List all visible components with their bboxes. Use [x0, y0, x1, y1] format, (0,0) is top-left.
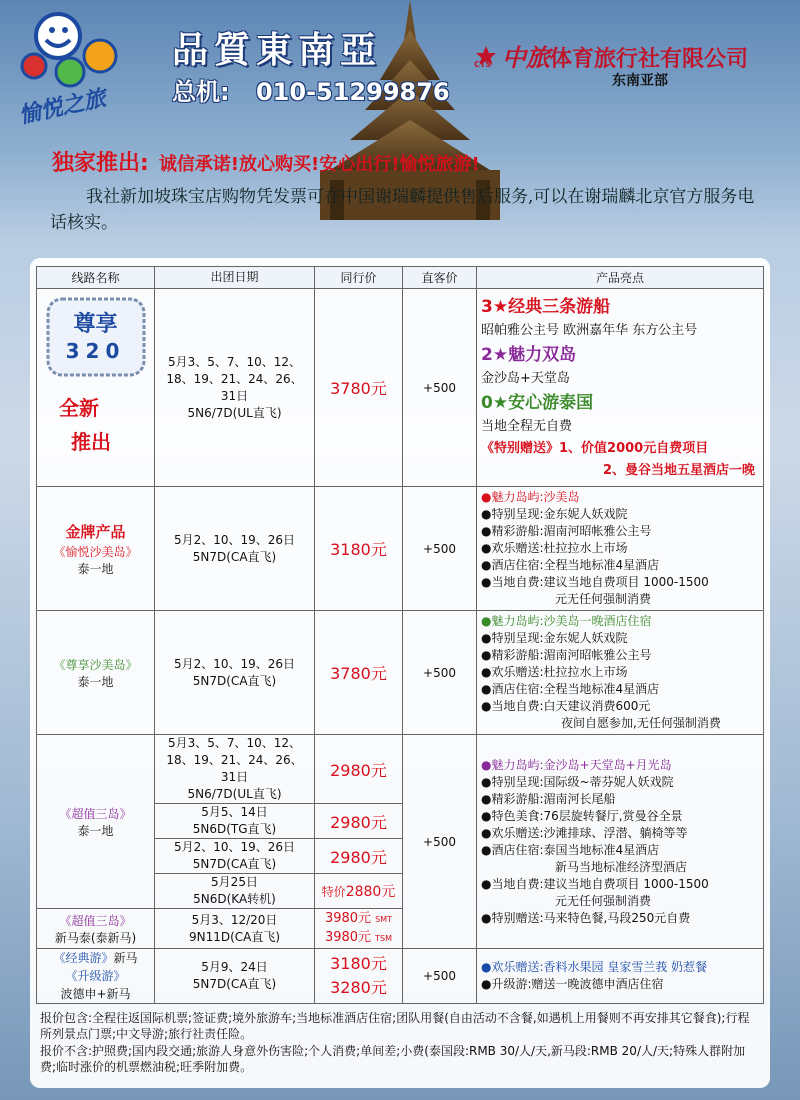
page-title: 品質東南亞	[172, 30, 383, 71]
flight-code: 5N6D(KA转机)	[193, 892, 276, 906]
route-subname: 《超值三岛》	[59, 913, 132, 928]
list-item: ●酒店住宿:泰国当地标准4星酒店	[481, 842, 660, 857]
price-upgrade: 3280元	[330, 978, 387, 997]
date-text: 5月2、10、19、26日	[173, 656, 296, 671]
highlight-text: 金沙岛+天堂岛	[481, 370, 570, 386]
route-subname: 《愉悦沙美岛》	[53, 544, 138, 559]
route-cell	[37, 487, 155, 611]
flight-code: 5N7D(CA直飞)	[192, 857, 277, 871]
list-item: 元无任何强制消费	[555, 893, 652, 908]
date-text: 5月3、5、7、10、12、18、19、21、24、26、31日	[166, 354, 303, 403]
gift-line: 《特别赠送》1、价值2000元自费项目	[481, 440, 709, 456]
highlight-cell	[477, 949, 764, 1004]
flight-code: 5N7D(CA直飞)	[192, 549, 277, 564]
list-item: ●当地自费:建议当地自费项目 1000-1500	[481, 876, 709, 891]
price-cell	[315, 874, 403, 909]
price-cell	[315, 949, 403, 1004]
premium-badge	[44, 295, 148, 379]
badge-bottom-text: 320	[65, 339, 126, 363]
list-item: 元无任何强制消费	[555, 592, 652, 606]
date-text: 5月2、10、19、26日	[173, 532, 296, 547]
header-direct-price: 直客价	[403, 267, 477, 289]
date-cell	[155, 839, 315, 874]
price-cell: 2980元	[315, 804, 403, 839]
list-item: ●当地自费:建议当地自费项目 1000-1500	[481, 575, 709, 589]
price-table	[36, 266, 764, 1004]
exclusive-banner	[52, 146, 480, 177]
date-text: 5月25日	[211, 875, 258, 889]
footer-terms	[40, 1010, 760, 1076]
date-text: 5月9、24日	[201, 960, 268, 974]
table-row	[37, 735, 764, 804]
list-item: ●特别呈现:金东妮人妖戏院	[481, 631, 628, 645]
route-cell	[37, 949, 155, 1004]
service-notice: 我社新加坡珠宝店购物凭发票可在中国谢瑞麟提供售后服务,可以在谢瑞麟北京官方服务电话核实。	[50, 187, 755, 233]
highlight-title: 3★经典三条游船	[481, 296, 611, 317]
list-item: ●升级游:赠送一晚波德申酒店住宿	[481, 977, 664, 991]
flight-code: 5N6/7D(UL直飞)	[187, 787, 282, 801]
special-price: 2880元	[345, 884, 396, 900]
department: 东南亚部	[612, 73, 668, 89]
price-smt: 3980元	[324, 910, 372, 926]
route-subname: 《升级游》	[65, 969, 126, 983]
logo-text: 愉悦之旅	[16, 86, 109, 129]
price-cell	[315, 909, 403, 949]
route-region: 新马	[113, 951, 138, 965]
table-row	[37, 949, 764, 1004]
list-item: ●特别呈现:金东妮人妖戏院	[481, 507, 628, 521]
logo	[8, 6, 138, 129]
list-item: ●魅力岛屿:沙美岛	[481, 490, 580, 504]
cts-badge: CTS	[474, 60, 492, 69]
hotline-number: 010-51299876	[255, 78, 450, 106]
date-cell	[155, 289, 315, 487]
list-item: ●欢乐赠送:香料水果园 皇家雪兰莪 奶惹餐	[481, 960, 708, 974]
direct-cell: +500	[403, 611, 477, 735]
flight-code: 5N7D(CA直飞)	[192, 977, 277, 991]
date-cell	[155, 909, 315, 949]
header-peer-price: 同行价	[315, 267, 403, 289]
price-classic: 3180元	[330, 954, 387, 973]
header-route: 线路名称	[37, 267, 155, 289]
list-item: ●特别赠送:马来特色餐,马段250元自费	[481, 910, 691, 925]
table-row	[37, 487, 764, 611]
route-subname: 《经典游》	[53, 951, 114, 965]
header-date: 出团日期	[155, 267, 315, 289]
list-item: ●当地自费:白天建议消费600元	[481, 699, 651, 713]
highlight-text: 昭帕雅公主号 欧洲嘉年华 东方公主号	[481, 322, 698, 338]
price-tsm: 3980元	[324, 929, 372, 945]
header-highlights: 产品亮点	[477, 267, 764, 289]
price-cell: 3780元	[315, 289, 403, 487]
price-excludes: 报价不含:护照费;国内段交通;旅游人身意外伤害险;个人消费;单间差;小费(泰国段:RMB 30/人/天,新马段:RMB 20/人/天;特殊人群附加费;临时涨价的机票燃油税;旺季附加费。	[40, 1044, 746, 1074]
price-cell: 3780元	[315, 611, 403, 735]
date-cell	[155, 949, 315, 1004]
price-cell: 2980元	[315, 839, 403, 874]
flight-code: 5N7D(CA直飞)	[192, 673, 277, 688]
direct-cell: +500	[403, 949, 477, 1004]
route-subname: 《超值三岛》	[59, 806, 132, 821]
date-text: 5月5、14日	[201, 805, 268, 819]
route-region: 泰一地	[77, 561, 114, 576]
route-cell	[37, 611, 155, 735]
date-cell	[155, 735, 315, 804]
hotline-label: 总机:	[172, 78, 230, 106]
date-text: 5月3、5、7、10、12、18、19、21、24、26、31日	[166, 736, 303, 784]
list-item: ●魅力岛屿:金沙岛+天堂岛+月光岛	[481, 757, 672, 772]
gift-line: 2、曼谷当地五星酒店一晚	[602, 462, 755, 478]
list-item: ●精彩游船:湄南河昭帐雅公主号	[481, 648, 652, 662]
price-tag: SMT	[375, 914, 393, 924]
list-item: ●精彩游船:湄南河昭帐雅公主号	[481, 524, 652, 538]
date-cell	[155, 804, 315, 839]
price-cell: 3180元	[315, 487, 403, 611]
flight-code: 9N11D(CA直飞)	[188, 929, 281, 944]
route-region: 泰一地	[77, 674, 114, 689]
route-cell	[37, 289, 155, 487]
flight-code: 5N6D(TG直飞)	[192, 822, 277, 836]
list-item: 新马当地标准经济型酒店	[555, 859, 688, 874]
hotline	[172, 72, 450, 107]
table-row	[37, 289, 764, 487]
route-subname: 《尊享沙美岛》	[53, 657, 138, 672]
company-name: 中旅体育旅行社有限公司	[502, 44, 749, 72]
list-item: ●酒店住宿:全程当地标准4星酒店	[481, 682, 660, 696]
list-item: ●精彩游船:湄南河长尾船	[481, 791, 616, 806]
highlight-text: 当地全程无自费	[481, 418, 573, 434]
table-row	[37, 611, 764, 735]
highlight-cell	[477, 735, 764, 949]
route-name: 金牌产品	[65, 522, 126, 541]
route-cell	[37, 909, 155, 949]
exclusive-title: 独家推出:	[52, 151, 149, 176]
route-region: 新马泰(泰新马)	[54, 930, 137, 945]
list-item: ●欢乐赠送:杜拉拉水上市场	[481, 541, 628, 555]
highlight-cell	[477, 487, 764, 611]
list-item: ●特别呈现:国际级~蒂芬妮人妖戏院	[481, 774, 674, 789]
date-text: 5月3、12/20日	[191, 912, 278, 927]
date-cell	[155, 611, 315, 735]
date-cell	[155, 487, 315, 611]
flight-code: 5N6/7D(UL直飞)	[187, 405, 282, 420]
highlight-cell	[477, 611, 764, 735]
route-region: 波德申+新马	[60, 987, 131, 1001]
route-region: 泰一地	[77, 823, 114, 838]
badge-top-text: 尊享	[73, 312, 118, 337]
date-text: 5月2、10、19、26日	[173, 840, 296, 854]
highlight-title: 0★安心游泰国	[481, 392, 594, 413]
highlight-title: 2★魅力双岛	[481, 344, 577, 365]
date-cell	[155, 874, 315, 909]
new-launch-tag: 全新 推出	[59, 396, 111, 454]
direct-cell: +500	[403, 735, 477, 949]
route-cell	[37, 735, 155, 909]
highlight-cell	[477, 289, 764, 487]
table-header-row	[37, 267, 764, 289]
direct-cell: +500	[403, 289, 477, 487]
list-item: ●酒店住宿:全程当地标准4星酒店	[481, 558, 660, 572]
price-tag: TSM	[375, 933, 393, 943]
special-price-label: 特价	[321, 885, 346, 899]
list-item: ●欢乐赠送:杜拉拉水上市场	[481, 665, 628, 679]
list-item: ●欢乐赠送:沙滩排球、浮潜、躺椅等等	[481, 825, 688, 840]
list-item: ●魅力岛屿:沙美岛一晚酒店住宿	[481, 614, 652, 628]
price-cell: 2980元	[315, 735, 403, 804]
direct-cell: +500	[403, 487, 477, 611]
list-item: 夜间自愿参加,无任何强制消费	[561, 716, 721, 730]
price-includes: 报价包含:全程往返国际机票;签证费;境外旅游车;当地标准酒店住宿;团队用餐(自由活动不含餐,如遇机上用餐则不再安排其它餐食);行程所列景点门票;中文导游;旅行社责任险。	[40, 1011, 750, 1041]
company-name-block	[474, 38, 748, 73]
list-item: ●特色美食:76层旋转餐厅,赏曼谷全景	[481, 808, 683, 823]
exclusive-slogan: 诚信承诺!放心购买!安心出行!愉悦旅游!	[158, 154, 480, 175]
